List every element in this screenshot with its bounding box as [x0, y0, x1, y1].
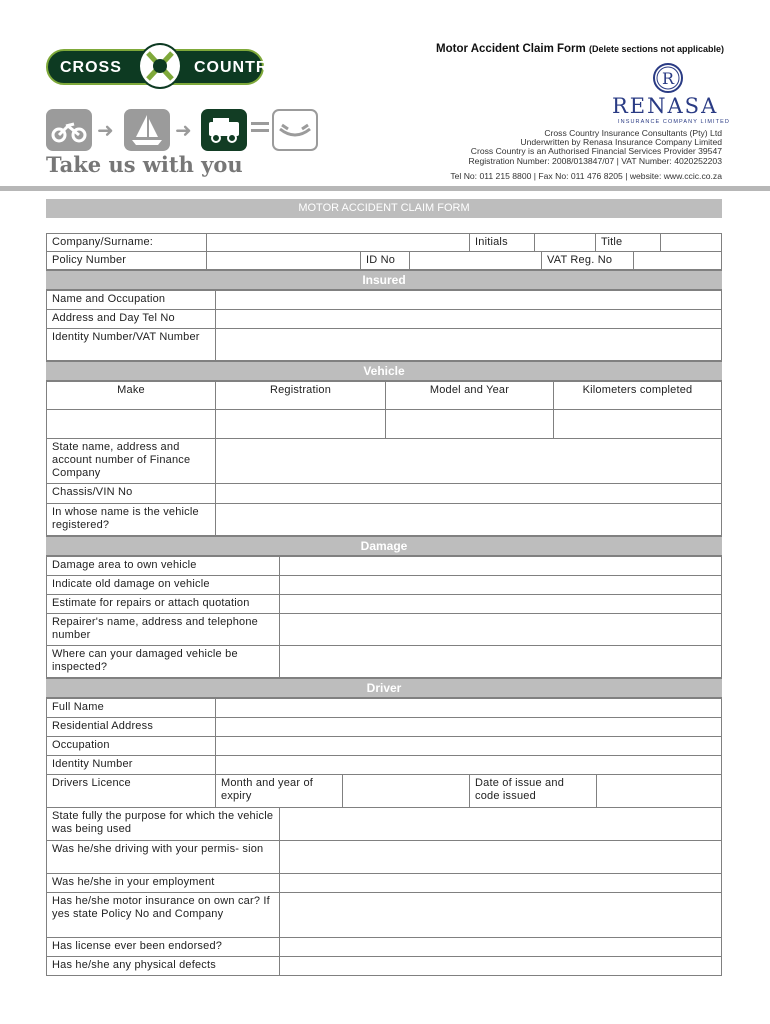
- drivers-licence-label: Drivers Licence: [46, 774, 216, 808]
- damage-area-label: Damage area to own vehicle: [46, 556, 280, 576]
- occupation-label: Occupation: [46, 736, 216, 756]
- company-input[interactable]: [206, 233, 470, 252]
- company-label: Company/Surname:: [46, 233, 207, 252]
- registered-name-label: In whose name is the vehicle registered?: [46, 503, 216, 536]
- section-driver: Driver: [46, 678, 722, 698]
- physical-defects-input[interactable]: [279, 956, 722, 976]
- form-title-bar: MOTOR ACCIDENT CLAIM FORM: [46, 199, 722, 218]
- residential-address-label: Residential Address: [46, 717, 216, 737]
- renasa-logo-text: RENASA: [612, 94, 719, 118]
- handshake-icon: [272, 109, 318, 151]
- section-vehicle: Vehicle: [46, 361, 722, 381]
- boat-icon: [124, 109, 170, 151]
- date-issue-input[interactable]: [596, 774, 722, 808]
- identity-vat-input[interactable]: [215, 328, 722, 361]
- address-tel-label: Address and Day Tel No: [46, 309, 216, 329]
- repairer-input[interactable]: [279, 613, 722, 646]
- date-issue-label: Date of issue and code issued: [469, 774, 597, 808]
- employment-label: Was he/she in your employment: [46, 873, 280, 893]
- month-expiry-label: Month and year of expiry: [215, 774, 343, 808]
- section-insured: Insured: [46, 270, 722, 290]
- old-damage-input[interactable]: [279, 575, 722, 595]
- purpose-input[interactable]: [279, 807, 722, 841]
- logo-emblem-icon: [138, 43, 182, 89]
- form-title-top: Motor Accident Claim Form (Delete sections not applicable): [436, 43, 724, 55]
- chassis-input[interactable]: [215, 483, 722, 504]
- section-damage: Damage: [46, 536, 722, 556]
- estimate-input[interactable]: [279, 594, 722, 614]
- renasa-subtitle: INSURANCE COMPANY LIMITED: [618, 119, 730, 125]
- title-input[interactable]: [660, 233, 722, 252]
- logo-text-cross: CROSS: [60, 59, 122, 76]
- old-damage-label: Indicate old damage on vehicle: [46, 575, 280, 595]
- vat-reg-input[interactable]: [633, 251, 722, 270]
- occupation-input[interactable]: [215, 736, 722, 756]
- arrow-icon: ➜: [97, 120, 114, 142]
- company-info: Cross Country Insurance Consultants (Pty) Ltd Underwritten by Renasa Insurance Company Limited Cross Country is an Authorised Financial Services Provider 39547 Registration Number: 2008/013847/07 | VAT Number: 4020252203: [468, 128, 722, 166]
- license-endorsed-input[interactable]: [279, 937, 722, 957]
- full-name-input[interactable]: [215, 698, 722, 718]
- registered-name-input[interactable]: [215, 503, 722, 536]
- purpose-label: State fully the purpose for which the vehicle was being used: [46, 807, 280, 841]
- equals-icon: [251, 129, 269, 132]
- logo-text-country: COUNTRY: [194, 59, 280, 76]
- contact-line: Tel No: 011 215 8800 | Fax No: 011 476 8205 | website: www.ccic.co.za: [450, 171, 722, 181]
- motor-insurance-input[interactable]: [279, 892, 722, 938]
- name-occupation-input[interactable]: [215, 290, 722, 310]
- registration-input[interactable]: [215, 409, 386, 439]
- kilometers-header: Kilometers completed: [553, 381, 722, 410]
- kilometers-input[interactable]: [553, 409, 722, 439]
- permission-label: Was he/she driving with your permis- sion: [46, 840, 280, 874]
- residential-address-input[interactable]: [215, 717, 722, 737]
- inspection-label: Where can your damaged vehicle be inspected?: [46, 645, 280, 678]
- vat-reg-label: VAT Reg. No: [541, 251, 634, 270]
- identity-number-input[interactable]: [215, 755, 722, 775]
- license-endorsed-label: Has license ever been endorsed?: [46, 937, 280, 957]
- divider: [0, 186, 770, 191]
- title-label: Title: [595, 233, 661, 252]
- make-header: Make: [46, 381, 216, 410]
- repairer-label: Repairer's name, address and telephone number: [46, 613, 280, 646]
- equals-icon: [251, 122, 269, 125]
- tagline: Take us with you: [46, 152, 243, 177]
- model-year-header: Model and Year: [385, 381, 554, 410]
- identity-number-label: Identity Number: [46, 755, 216, 775]
- full-name-label: Full Name: [46, 698, 216, 718]
- permission-input[interactable]: [279, 840, 722, 874]
- make-input[interactable]: [46, 409, 216, 439]
- month-expiry-input[interactable]: [342, 774, 470, 808]
- inspection-input[interactable]: [279, 645, 722, 678]
- policy-input[interactable]: [206, 251, 361, 270]
- id-no-label: ID No: [360, 251, 410, 270]
- svg-text:R: R: [661, 69, 675, 88]
- finance-company-label: State name, address and account number of Finance Company: [46, 438, 216, 484]
- identity-vat-label: Identity Number/VAT Number: [46, 328, 216, 361]
- initials-input[interactable]: [534, 233, 596, 252]
- model-year-input[interactable]: [385, 409, 554, 439]
- policy-label: Policy Number: [46, 251, 207, 270]
- motorcycle-icon: [46, 109, 92, 151]
- physical-defects-label: Has he/she any physical defects: [46, 956, 280, 976]
- finance-company-input[interactable]: [215, 438, 722, 484]
- id-no-input[interactable]: [409, 251, 542, 270]
- arrow-icon: ➜: [175, 120, 192, 142]
- chassis-label: Chassis/VIN No: [46, 483, 216, 504]
- initials-label: Initials: [469, 233, 535, 252]
- damage-area-input[interactable]: [279, 556, 722, 576]
- motor-insurance-label: Has he/she motor insurance on own car? If yes state Policy No and Company: [46, 892, 280, 938]
- employment-input[interactable]: [279, 873, 722, 893]
- registration-header: Registration: [215, 381, 386, 410]
- vehicle-icon: [201, 109, 247, 151]
- estimate-label: Estimate for repairs or attach quotation: [46, 594, 280, 614]
- cross-country-logo: [46, 49, 280, 85]
- address-tel-input[interactable]: [215, 309, 722, 329]
- name-occupation-label: Name and Occupation: [46, 290, 216, 310]
